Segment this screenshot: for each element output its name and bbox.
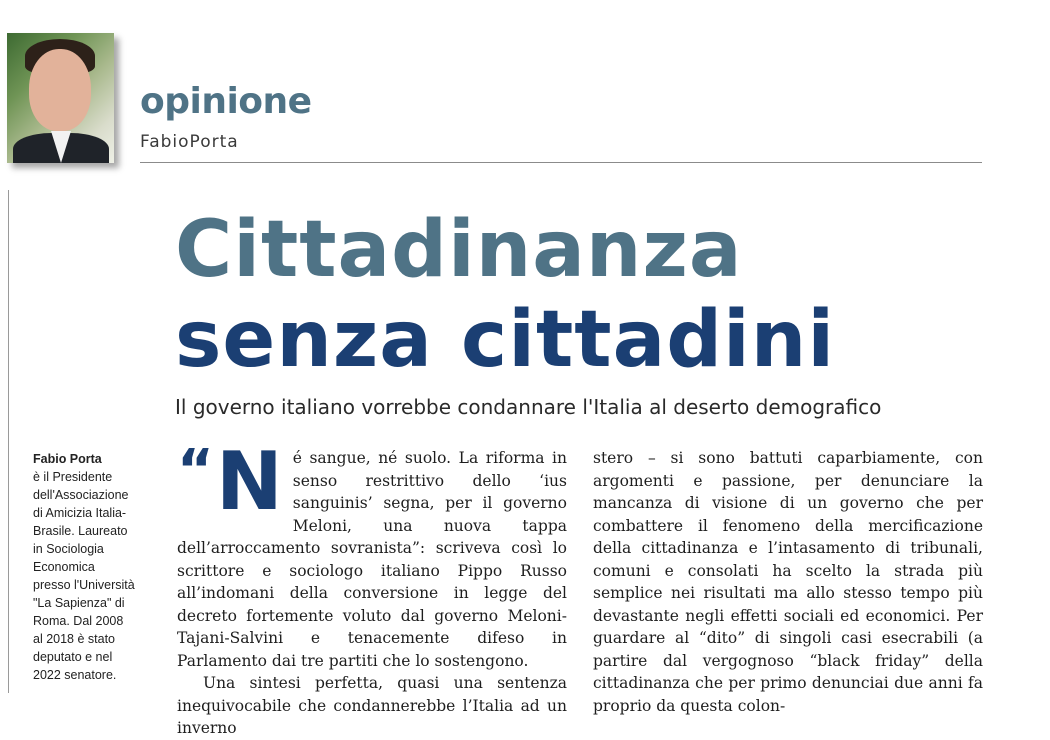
headline-line-1: Cittadinanza <box>175 205 743 295</box>
article-paragraph <box>177 435 567 672</box>
article-column-2 <box>593 447 983 717</box>
article-paragraph: stero – si sono battuti caparbiamente, con argomenti e passione, per denunciare la mancanza di visione di un governo che per combattere il fenomeno della mercificazione della cittadinanza e l’intasamento di tribunali, comuni e consolati ha scelto la strada più semplice nei risultati ma allo stesso tempo più devastante negli effetti sociali ed economici. Per guardare al “dito” di singoli casi esecrabili (a partire dal vergognoso “black friday” della cittadinanza che per primo denunciai due anni fa proprio da questa colon- <box>593 449 983 715</box>
drop-cap-quote: “ <box>177 438 214 503</box>
author-bio-text: è il Presidente dell'Associazione di Amicizia Italia-Brasile. Laureato in Sociologia Economica presso l'Università "La Sapienza" di Roma. Dal 2008 al 2018 è stato deputato e nel 2022 senatore. <box>33 470 135 682</box>
author-bio-name: Fabio Porta <box>33 452 102 466</box>
headline <box>175 205 1035 385</box>
article-text: é sangue, né suolo. La riforma in senso restrittivo dello ‘ius sanguinis’ segna, per il governo Meloni, una nuova tappa dell’arroccamento sovranista”: scriveva così lo scrittore e sociologo italiano Pippo Russo all’indomani della conversione in legge del decreto fortemente voluto dal governo Meloni-Tajani-Salvini e tenacemente difeso in Parlamento dai tre partiti che lo sostengono. <box>177 449 567 670</box>
header-divider <box>140 162 982 163</box>
author-byline: FabioPorta <box>140 132 239 152</box>
sidebar-divider <box>8 190 9 693</box>
section-kicker: opinione <box>140 81 312 122</box>
author-photo <box>7 33 114 163</box>
article-column-1 <box>177 435 567 740</box>
headline-line-2: senza cittadini <box>175 295 836 385</box>
author-bio <box>33 450 135 684</box>
drop-cap-letter: N <box>215 435 283 528</box>
photo-face <box>29 49 91 131</box>
subheadline: Il governo italiano vorrebbe condannare l'Italia al deserto demografico <box>175 395 882 419</box>
drop-cap <box>177 435 283 528</box>
article-paragraph: Una sintesi perfetta, quasi una sentenza inequivocabile che condannerebbe l’Italia ad un inverno <box>177 674 567 737</box>
